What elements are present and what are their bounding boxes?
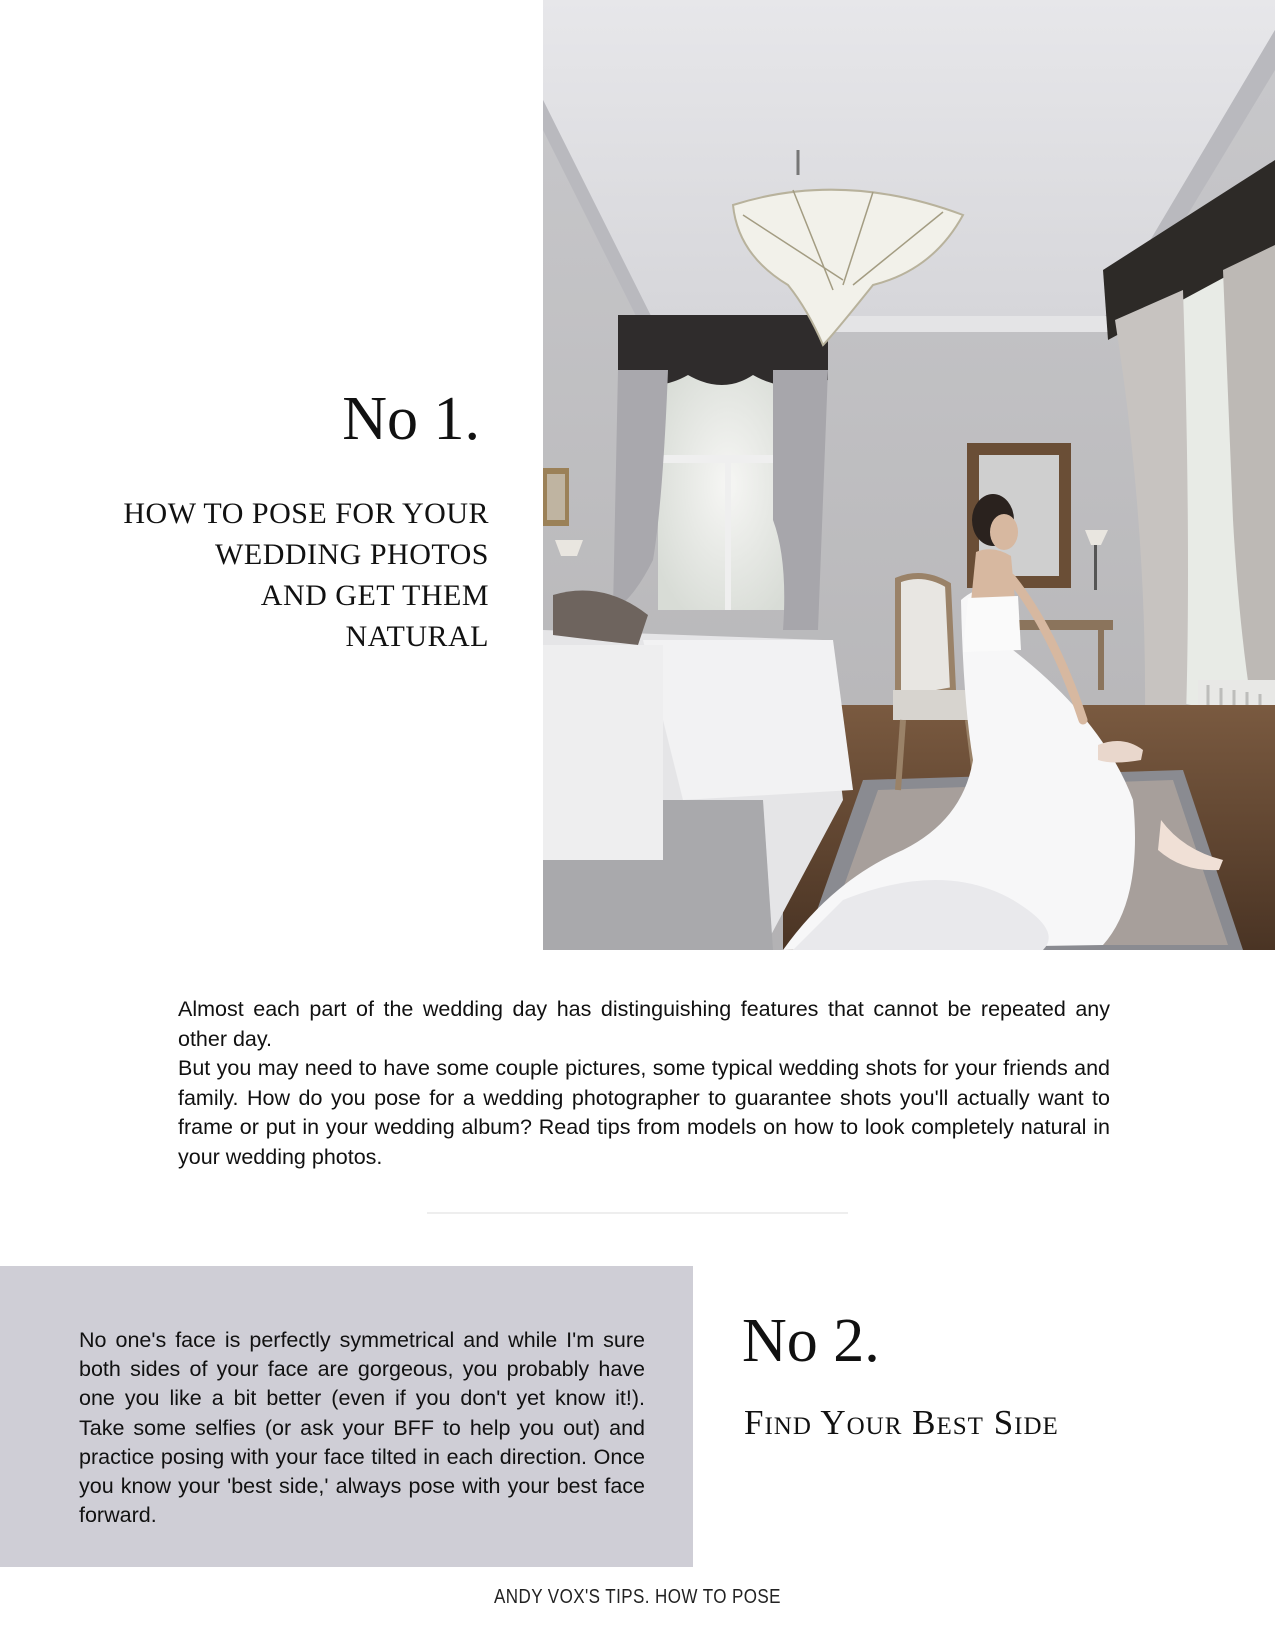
tip-2-number: No 2. — [742, 1307, 880, 1375]
tip-1-title-line: WEDDING PHOTOS — [215, 538, 489, 571]
tip-2-title: Find Your Best Side — [744, 1403, 1059, 1442]
intro-text — [178, 995, 1110, 1172]
tip-1-title-line: NATURAL — [345, 620, 489, 653]
tip-1-title — [69, 493, 489, 657]
section-divider — [427, 1212, 848, 1214]
tip-1-title-line: HOW TO POSE FOR YOUR — [123, 497, 489, 530]
intro-paragraph-2: But you may need to have some couple pictures, some typical wedding shots for your friends and family. How do you pose for a wedding photographer to guarantee shots you'll actually want to frame or put in your wedding album? Read tips from models on how to look completely natural in your wedding photos. — [178, 1056, 1110, 1169]
wedding-photo — [543, 0, 1275, 950]
page-footer: ANDY VOX'S TIPS. HOW TO POSE — [494, 1586, 781, 1608]
tip-1-number: No 1. — [342, 385, 480, 453]
intro-paragraph-1: Almost each part of the wedding day has distinguishing features that cannot be repeated any other day. — [178, 997, 1110, 1051]
tip-2-body: No one's face is perfectly symmetrical and while I'm sure both sides of your face are gorgeous, you probably have one you like a bit better (even if you don't yet know it!). Take some selfies (or ask your BFF to help you out) and practice posing with your face tilted in each direction. Once you know your 'best side,' always pose with your best face forward. — [79, 1328, 645, 1528]
tip-1-title-line: AND GET THEM — [260, 579, 489, 612]
